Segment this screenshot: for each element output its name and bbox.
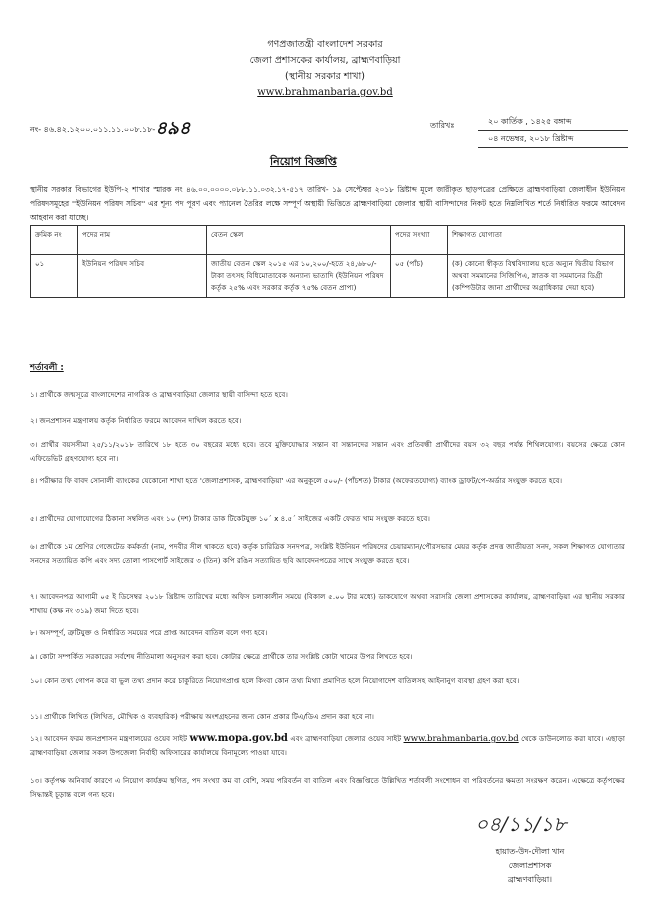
condition-1: ১। প্রার্থীকে জন্মসূত্রে বাংলাদেশের নাগরিক ও ব্রাহ্মণবাড়িয়া জেলার স্থায়ী বাসিন্দা হতে হবে।: [30, 390, 288, 399]
header-website[interactable]: www.brahmanbaria.gov.bd: [257, 87, 393, 98]
signatory-designation: জেলাপ্রশাসক: [508, 861, 552, 870]
condition-12-mid: এবং ব্রাহ্মণবাড়িয়া জেলার ওয়েব সাইট: [290, 734, 402, 743]
intro-paragraph: স্থানীয় সরকার বিভাগের ইউপি-২ শাখার স্মারক নং ৪৬.০০.০০০০.০৮৮.১১.০৩২.১৭-৫১৭ তারিখ- ১৯ সেপ্টেম্বর ২০১৮ খ্রিষ্টাব্দ মূলে জারীকৃত ছাড়পত্রের প্রেক্ষিতে ব্রাহ্মণবাড়িয়া জেলাধীন ইউনিয়ন পরিষদসমূহের ''ইউনিয়ন পরিষদ সচিব'' এর শূন্য পদ পূরণ এবং প্যানেল তৈরির লক্ষে সম্পূর্ণ অস্থায়ী ভিত্তিতে ব্রাহ্মণবাড়িয়া জেলার স্থায়ী বাসিন্দাদের নিকট হতে নিম্নলিখিত শর্তে নির্ধারিত ফরমে আবেদন আহবান করা যাচ্ছে।: [30, 185, 625, 222]
district-website-link[interactable]: www.brahmanbaria.gov.bd: [403, 734, 519, 744]
condition-3: ৩। প্রার্থীর বয়সসীমা ২৫/১১/২০১৮ তারিখে ১৮ হতে ৩০ বছরের মধ্যে হবে। তবে মুক্তিযোদ্ধার সন্তান বা সন্তানদের সন্তান এবং প্রতিবন্ধী প্রার্থীদের বয়স ৩২ বছর পর্যন্ত শিথিলযোগ্য। বয়সের ক্ষেত্রে কোন এফিডেভিট গ্রহণযোগ্য হবে না।: [30, 440, 625, 463]
condition-12-pre: ১২। আবেদন ফরম জনপ্রশাসন মন্ত্রণালয়ের ওয়েব সাইট: [30, 734, 188, 743]
header-government: গণপ্রজাতন্ত্রী বাংলাদেশ সরকার: [267, 39, 383, 50]
conditions-title: শর্তাবলী :: [30, 363, 64, 373]
vacancy-table: [30, 225, 625, 298]
memo-handwritten-number: ৪৯৪: [155, 118, 191, 139]
page-title: নিয়োগ বিজ্ঞপ্তি: [270, 155, 337, 168]
header-office: জেলা প্রশাসকের কার্যালয়, ব্রাহ্মণবাড়িয়া: [249, 55, 401, 66]
date-label: তারিখঃ: [430, 121, 455, 130]
condition-13: ১৩। কর্তৃপক্ষ অনিবার্য কারণে এ নিয়োগ কার্যক্রম স্থগিত, পদ সংখ্যা কম বা বেশি, সময় পরিবর্তন বা বাতিল এবং বিজ্ঞপ্তিতে উল্লিখিত শর্তাবলী সংশোধন বা পরিবর্তনের ক্ষমতা সংরক্ষণ করেন। এক্ষেত্রে কর্তৃপক্ষের সিদ্ধান্তই চূড়ান্ত বলে গন্য হবে।: [30, 776, 625, 799]
condition-4: ৪। পরীক্ষার ফি বাবদ সোনালী ব্যাংকের যেকোনো শাখা হতে 'জেলাপ্রশাসক, ব্রাহ্মণবাড়িয়া' এর অনুকূলে ৫০০/- (পাঁচশত) টাকার (অফেরতযোগ্য) ব্যাংক ড্রাফট/পে-অর্ডার সংযুক্ত করতে হবে।: [30, 476, 563, 485]
condition-7: ৭। আবেদনপত্র আগামী ০৫ ই ডিসেম্বর ২০১৮ খ্রিষ্টাব্দ তারিখের মধ্যে অফিস চলাকালীন সময়ে (বিকাল ৫.০০ টার মধ্যে) ডাকযোগে অথবা সরাসরি জেলা প্রশাসকের কার্যালয়, ব্রাহ্মণবাড়িয়া এর স্থানীয় সরকার শাখায় (কক্ষ নং ৩১৯) জমা দিতে হবে।: [30, 592, 625, 615]
condition-12-post: থেকে ডাউনলোড করা যাবে। এছাড়া ব্রাহ্মণবাড়িয়া জেলার সকল উপজেলা নির্বাহী অফিসারের কার্যালয়ে বিনামূল্যে পাওয়া যাবে।: [30, 734, 625, 757]
table-header-row: [31, 226, 625, 255]
col-post: পদের নাম: [78, 226, 207, 255]
memo-number: [30, 114, 190, 145]
header-branch: (স্থানীয় সরকার শাখা): [285, 71, 365, 82]
signatory-place: ব্রাহ্মণবাড়িয়া।: [507, 875, 553, 884]
date-english: ০৪ নভেম্বর, ২০১৮ খ্রিষ্টাব্দ: [478, 131, 628, 148]
cell-serial: ০১: [31, 255, 78, 298]
condition-10: ১০। কোন তথ্য গোপন করে বা ভুল তথ্য প্রদান করে চাকুরিতে নিয়োগপ্রাপ্ত হলে কিংবা কোন তথ্য মিথ্যা প্রমাণিত হলে নিয়োগাদেশ বাতিলসহ আইনানুগ ব্যবস্থা গ্রহণ করা হবে।: [30, 676, 520, 685]
cell-scale: জাতীয় বেতন স্কেল ২০১৫ এর ১০,২০০/-হতে ২৪,৬৮০/- টাকা তৎসহ বিধিমোতাবেক অন্যান্য ভাতাদি (ইউনিয়ন পরিষদ কর্তৃক ২৫% এবং সরকার কর্তৃক ৭৫% বেতন প্রাপ্য): [207, 255, 391, 298]
condition-9: ৯। কোটা সম্পর্কিত সরকারের সর্বশেষ নীতিমালা অনুসরণ করা হবে। কোটার ক্ষেত্রে প্রার্থীকে তার সংশ্লিষ্ট কোটা খামের উপর লিখতে হবে।: [30, 652, 413, 661]
condition-12: [30, 732, 625, 760]
col-count: পদের সংখ্যা: [391, 226, 448, 255]
signatory-name: হায়াত-উদ-দৌলা খান: [495, 847, 565, 856]
col-scale: বেতন স্কেল: [207, 226, 391, 255]
memo-prefix: নং- ৪৬.৪২.১২০০.০১১.১১.০০৮.১৮-: [30, 125, 156, 134]
condition-5: ৫। প্রার্থীদের যোগাযোগের ঠিকানা সম্বলিত এবং ১০ (দশ) টাকার ডাক টিকেটযুক্ত ১০´ x ৪.৫´ সাইজের একটি ফেরত খাম সংযুক্ত করতে হবে।: [30, 514, 430, 523]
condition-8: ৮। অসম্পূর্ণ, ত্রুটিযুক্ত ও নির্ধারিত সময়ের পরে প্রাপ্ত আবেদন বাতিল বলে গণ্য হবে।: [30, 628, 268, 637]
col-serial: ক্রমিক নং: [31, 226, 78, 255]
signature-mark: ০৪/১১/১৮: [475, 812, 567, 836]
condition-6: ৬। প্রার্থীকে ১ম শ্রেণির গেজেটেড কর্মকর্তা (নাম, পদবীর সীল থাকতে হবে) কর্তৃক চারিত্রিক সনদপত্র, সংশ্লিষ্ট ইউনিয়ন পরিষদের চেয়ারম্যান/পৌরসভার মেয়র কর্তৃক প্রদত্ত জাতীয়তা সনদ, সকল শিক্ষাগত যোগ্যতার সনদের সত্যায়িত কপি এবং সদ্য তোলা পাসপোর্ট সাইজের ৩ (তিন) কপি রঙিন সত্যায়িত ছবি আবেদনপত্রের সাথে সংযুক্ত করতে হবে।: [30, 542, 625, 565]
cell-post: ইউনিয়ন পরিষদ সচিব: [78, 255, 207, 298]
mopa-website-link[interactable]: www.mopa.gov.bd: [189, 733, 288, 744]
date-bangla: ২০ কার্তিক , ১৪২৫ বঙ্গাব্দ: [478, 114, 628, 131]
condition-11: ১১। প্রার্থীকে লিখিত (লিখিত, মৌখিক ও ব্যবহারিক) পরীক্ষায় অংশগ্রহনের জন্য কোন প্রকার টিএ/ডিএ প্রদান করা হবে না।: [30, 712, 374, 721]
cell-count: ০৫ (পাঁচ): [391, 255, 448, 298]
date-block: [478, 114, 628, 148]
cell-qualification: (ক) কোনো স্বীকৃত বিশ্ববিদ্যালয় হতে অন্যুন দ্বিতীয় বিভাগ অথবা সমমানের সিজিপিএ, স্নাতক বা সমমানের ডিগ্রী (কম্পিউটার জানা প্রার্থীদের অগ্রাধিকার দেয়া হবে): [448, 255, 625, 298]
condition-2: ২। জনপ্রশাসন মন্ত্রণালয় কর্তৃক নির্ধারিত ফরমে আবেদন দাখিল করতে হবে।: [30, 416, 242, 425]
col-qualification: শিক্ষাগত যোগ্যতা: [448, 226, 625, 255]
table-row: [31, 255, 625, 298]
signature-block: [455, 810, 605, 887]
